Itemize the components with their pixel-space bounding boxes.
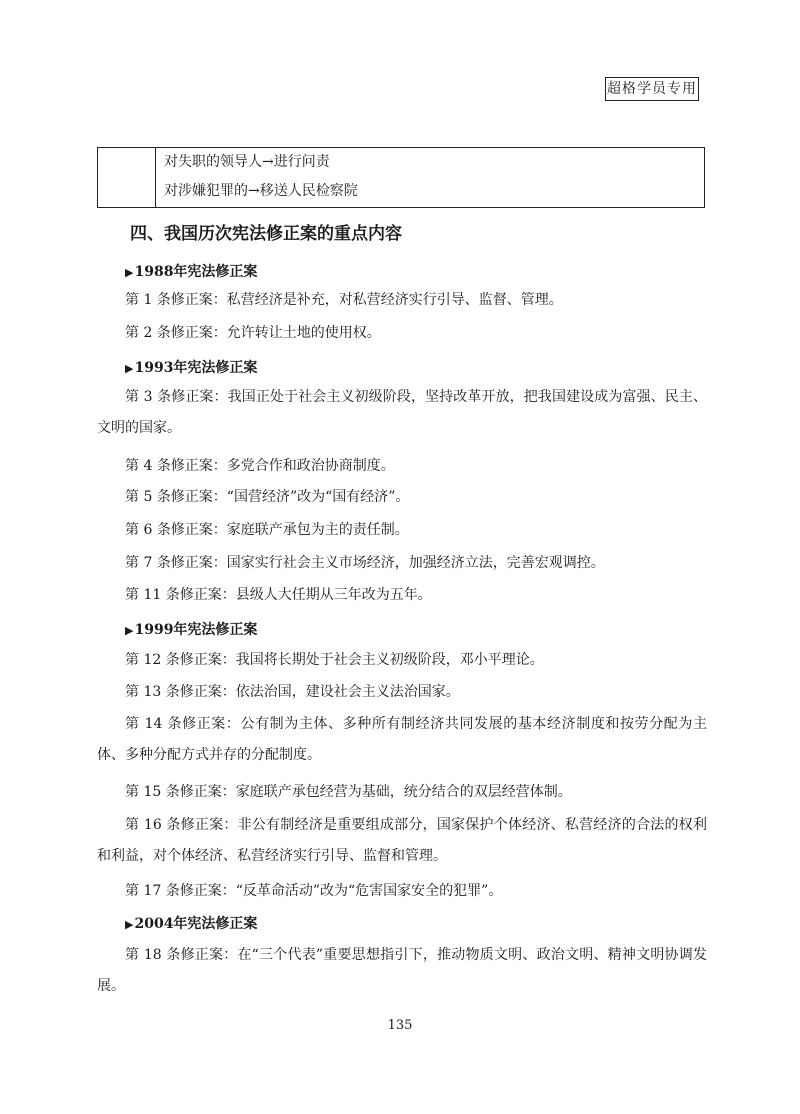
year-heading-text: 2004年宪法修正案 (134, 916, 258, 932)
triangle-marker-icon: ▶ (125, 362, 134, 375)
table-row: 对涉嫌犯罪的→移送人民检察院 (164, 183, 358, 199)
header-badge: 超格学员专用 (605, 77, 699, 101)
triangle-marker-icon: ▶ (125, 266, 134, 279)
amendment-item: 第 15 条修正案：家庭联产承包经营为基础，统分结合的双层经营体制。 (125, 784, 572, 800)
triangle-marker-icon: ▶ (125, 624, 134, 637)
amendment-item: 第 4 条修正案：多党合作和政治协商制度。 (125, 458, 395, 474)
table-row: 对失职的领导人→进行问责 (164, 154, 330, 170)
amendment-item: 第 5 条修正案：“国营经济”改为“国有经济”。 (125, 489, 410, 505)
amendment-item: 第 11 条修正案：县级人大任期从三年改为五年。 (125, 587, 432, 603)
year-heading-text: 1988年宪法修正案 (134, 264, 258, 280)
amendment-item: 第 7 条修正案：国家实行社会主义市场经济，加强经济立法，完善宏观调控。 (125, 555, 605, 571)
amendment-item: 第 17 条修正案：“反革命活动”改为“危害国家安全的犯罪”。 (125, 883, 503, 899)
amendment-item: 第 3 条修正案：我国正处于社会主义初级阶段，坚持改革开放，把我国建设成为富强、民主、文明的国家。 (97, 389, 707, 436)
page-number: 135 (387, 1018, 413, 1033)
amendment-item: 第 13 条修正案：依法治国，建设社会主义法治国家。 (125, 684, 460, 700)
triangle-marker-icon: ▶ (125, 918, 134, 931)
year-heading-text: 1993年宪法修正案 (134, 360, 258, 376)
year-heading-text: 1999年宪法修正案 (134, 622, 258, 638)
table-right-cell (156, 148, 704, 207)
amendment-item: 第 2 条修正案：允许转让土地的使用权。 (125, 325, 381, 341)
amendment-year-heading (125, 358, 257, 379)
table-left-cell (98, 148, 156, 207)
amendment-item: 第 18 条修正案：在“三个代表”重要思想指引下，推动物质文明、政治文明、精神文明协调发展。 (97, 947, 707, 994)
amendment-item: 第 1 条修正案：私营经济是补充，对私营经济实行引导、监督、管理。 (125, 292, 563, 308)
amendment-item: 第 6 条修正案：家庭联产承包为主的责任制。 (125, 522, 409, 538)
amendment-item: 第 16 条修正案：非公有制经济是重要组成部分，国家保护个体经济、私营经济的合法的权利和利益，对个体经济、私营经济实行引导、监督和管理。 (97, 817, 707, 864)
amendment-year-heading (125, 262, 257, 283)
amendment-item: 第 12 条修正案：我国将长期处于社会主义初级阶段，邓小平理论。 (125, 652, 544, 668)
amendment-year-heading (125, 914, 257, 935)
amendment-year-heading (125, 620, 257, 641)
continued-table (97, 147, 705, 208)
amendment-item: 第 14 条修正案：公有制为主体、多种所有制经济共同发展的基本经济制度和按劳分配为主体、多种分配方式并存的分配制度。 (97, 716, 707, 763)
section-title: 四、我国历次宪法修正案的重点内容 (130, 224, 402, 244)
